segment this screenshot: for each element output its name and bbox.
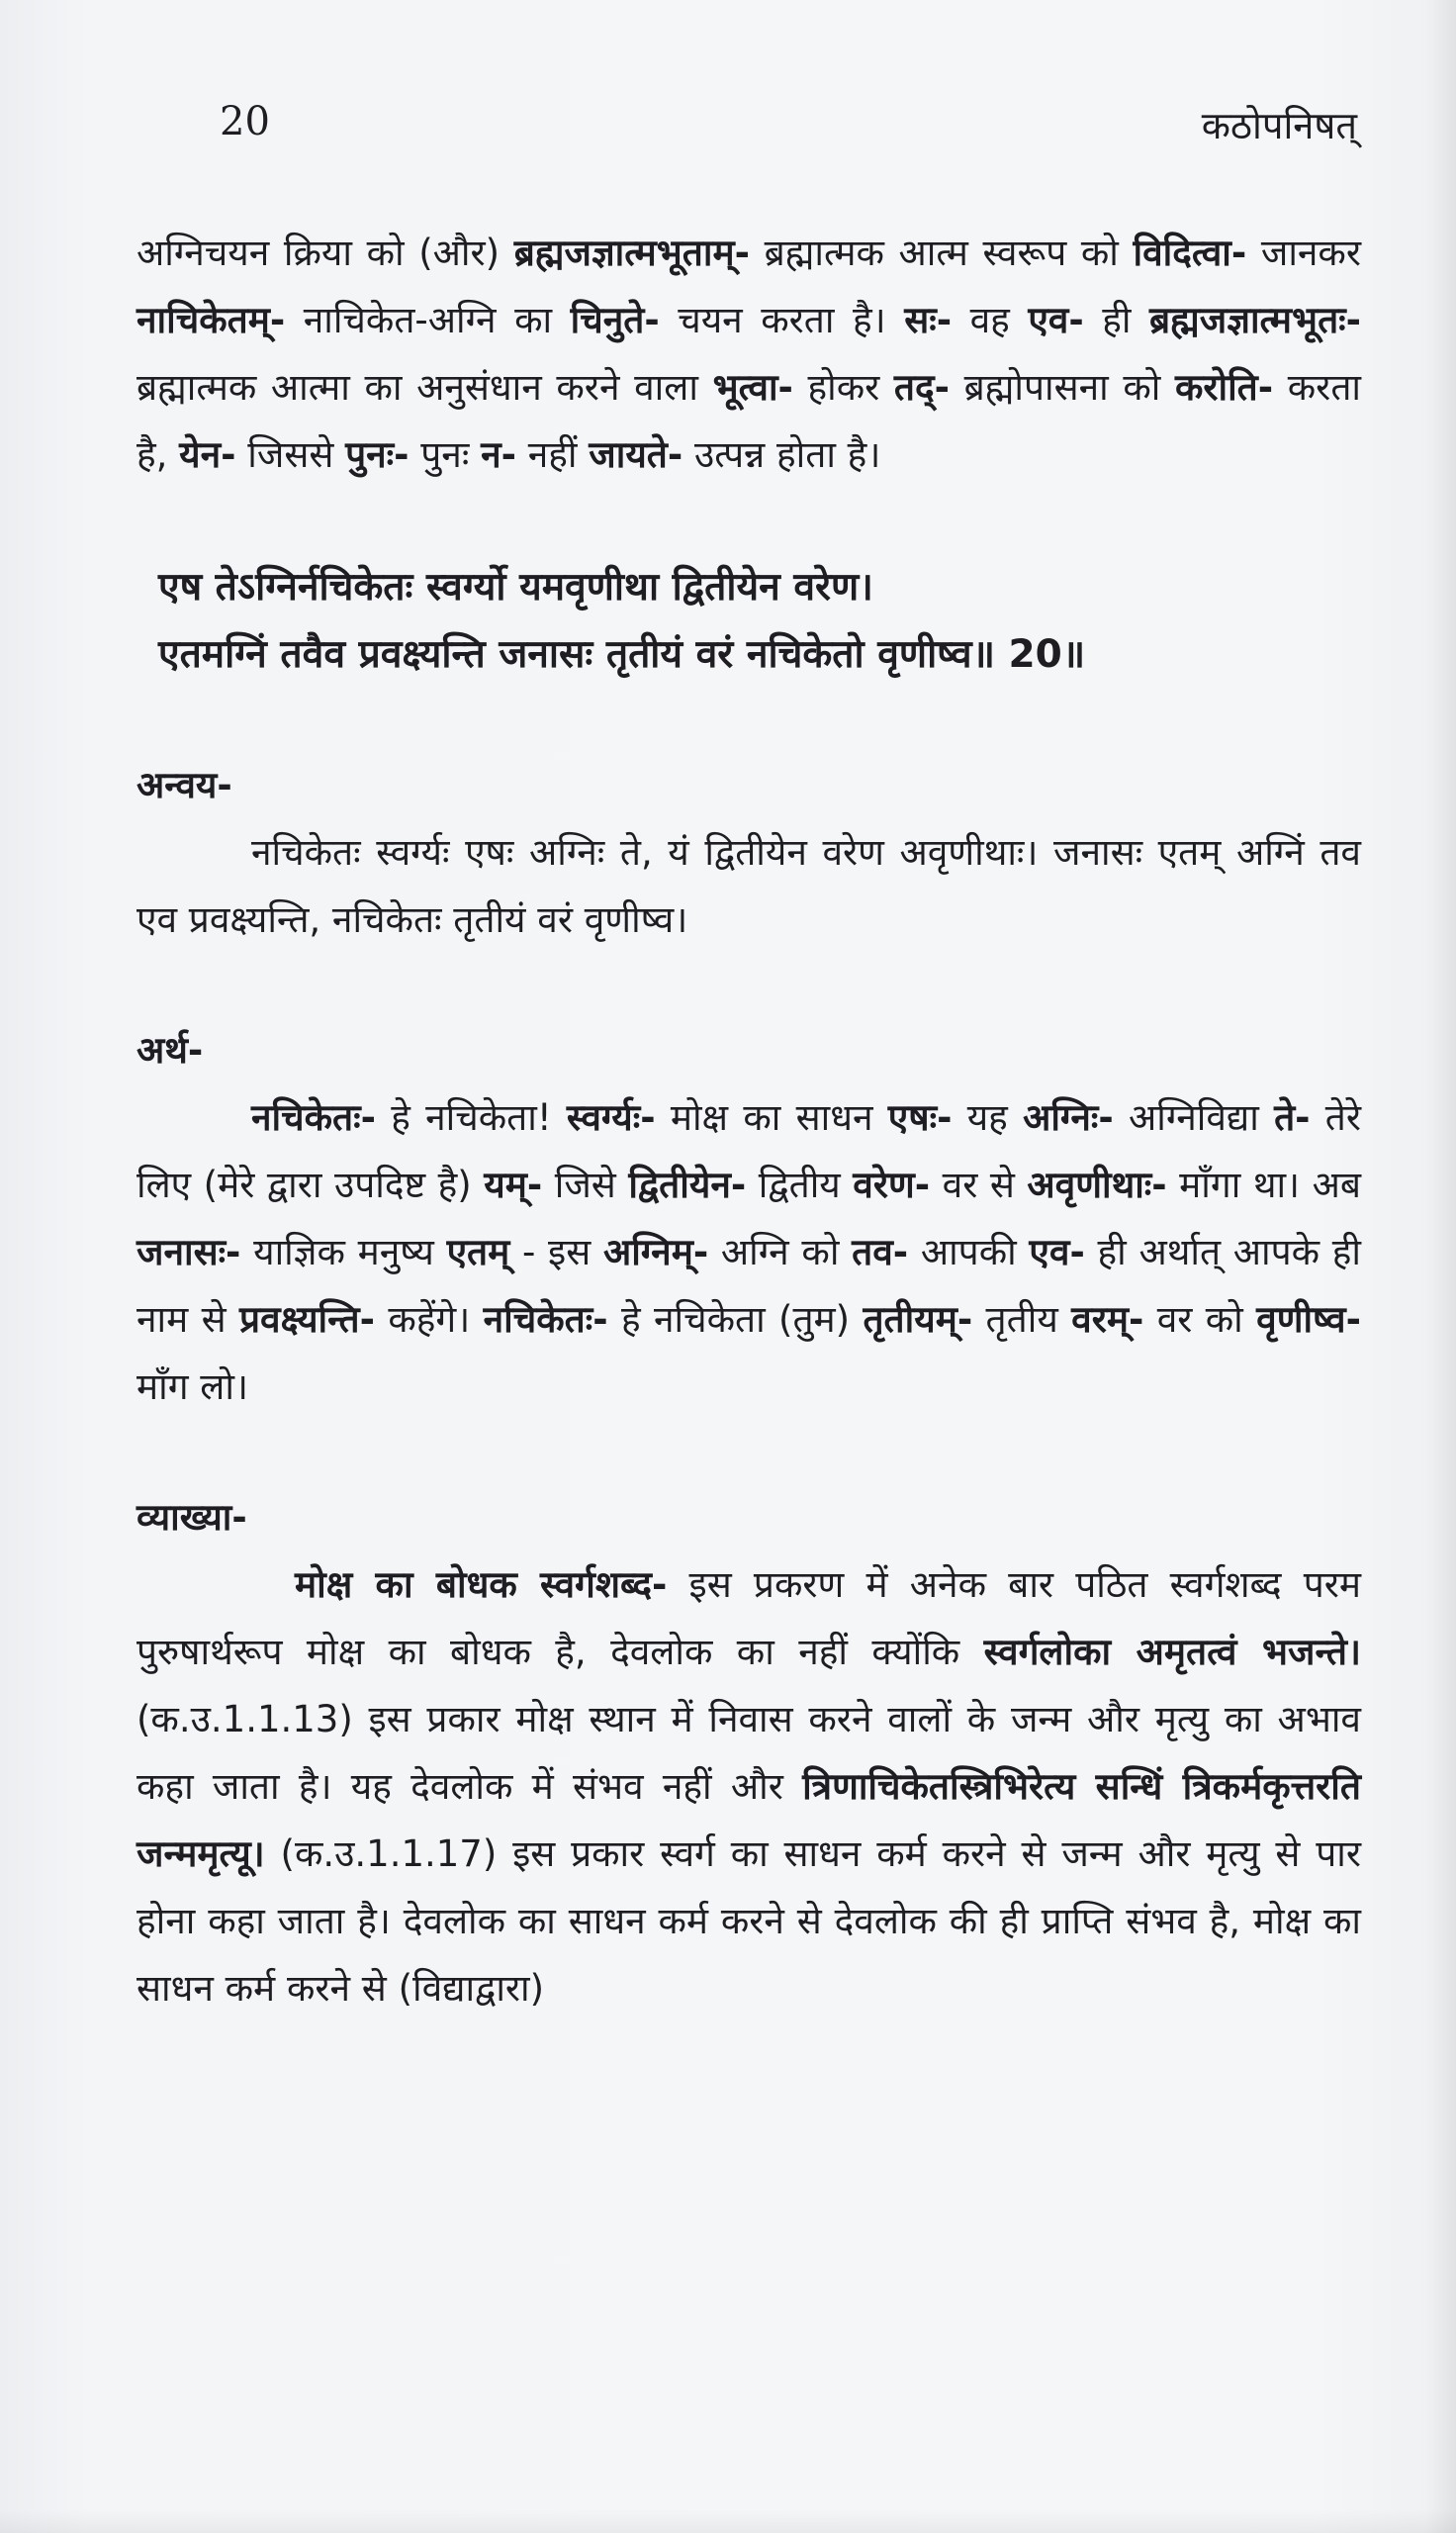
intro-term: ब्रह्मजज्ञात्मभूतः- xyxy=(1149,299,1361,341)
page-header xyxy=(220,99,1357,158)
running-title: कठोपनिषत् xyxy=(1201,104,1357,147)
intro-text: नाचिकेत-अग्नि का xyxy=(285,299,571,341)
artha-text: वर से xyxy=(930,1164,1028,1206)
artha-term: अग्निः- xyxy=(1023,1096,1114,1139)
artha-text: मोक्ष का साधन xyxy=(655,1096,888,1139)
artha-text: वर को xyxy=(1143,1298,1257,1341)
vyakhya-text: (क.उ.1.1.17) इस प्रकार स्वर्ग का साधन कर्म करने से जन्म और मृत्यु से पार होना कहा जाता है। देवलोक का साधन कर्म करने से देवलोक की ही प्राप्ति संभव है, मोक्ष का साधन कर्म करने से (विद्याद्वारा) xyxy=(136,1832,1361,2010)
artha-text: अग्नि को xyxy=(708,1231,853,1273)
intro-text: ब्रह्मात्मक आत्म स्वरूप को xyxy=(749,232,1134,274)
intro-text: नहीं xyxy=(515,433,590,476)
intro-term: येन- xyxy=(179,433,236,476)
anvaya-heading: अन्वय- xyxy=(136,764,232,806)
intro-text: अग्निचयन क्रिया को (और) xyxy=(136,232,514,274)
intro-text: पुनः xyxy=(409,433,482,476)
vyakhya-text: (क.उ.1.1.13) इस प्रकार मोक्ष स्थान में निवास करने वालों के जन्म और मृत्यु का अभाव कहा जाता है। यह देवलोक में संभव नहीं और xyxy=(136,1698,1361,1808)
vyakhya-quote: त्रिणाचिकेतस्त्रिभिरेत्य सन्धिं त्रिकर्मकृत्तरति जन्ममृत्यू। xyxy=(136,1765,1361,1875)
artha-text: आपकी xyxy=(908,1231,1030,1273)
artha-term: एषः- xyxy=(887,1096,953,1139)
artha-term: नचिकेतः- xyxy=(251,1096,376,1139)
page-bottom-shadow xyxy=(0,2509,1456,2533)
intro-text: करता है, xyxy=(136,366,1361,476)
artha-term: द्वितीयेन- xyxy=(628,1164,747,1206)
intro-term: एव- xyxy=(1028,299,1084,341)
intro-term: भूत्वा- xyxy=(712,366,793,409)
artha-term: ते- xyxy=(1274,1096,1311,1139)
intro-term: सः- xyxy=(904,299,953,341)
artha-term: यम्- xyxy=(484,1164,543,1206)
intro-term: जायते- xyxy=(589,433,683,476)
artha-term: तव- xyxy=(852,1231,909,1273)
intro-paragraph xyxy=(136,220,1361,489)
artha-text: हे नचिकेता (तुम) xyxy=(607,1298,864,1341)
artha-term: जनासः- xyxy=(136,1231,241,1273)
page-number: 20 xyxy=(220,99,270,144)
artha-text: तृतीय xyxy=(972,1298,1072,1341)
intro-term: करोति- xyxy=(1174,366,1274,409)
artha-term: अग्निम्- xyxy=(602,1231,709,1273)
intro-term: पुनः- xyxy=(345,433,410,476)
artha-term: वरेण- xyxy=(853,1164,931,1206)
intro-term: ब्रह्मजज्ञात्मभूताम्- xyxy=(513,232,750,274)
intro-term: तद्- xyxy=(893,366,951,409)
intro-text: जिससे xyxy=(235,433,346,476)
artha-term: एतम् xyxy=(446,1231,510,1273)
intro-text: वह xyxy=(952,299,1029,341)
artha-term: प्रवक्ष्यन्ति- xyxy=(238,1298,375,1341)
artha-text: कहेंगे। xyxy=(374,1298,484,1341)
artha-term: वृणीष्व- xyxy=(1256,1298,1361,1341)
artha-term: अवृणीथाः- xyxy=(1027,1164,1167,1206)
vyakhya-text: इस प्रकरण में अनेक बार पठित स्वर्गशब्द परम पुरुषार्थरूप मोक्ष का बोधक है, देवलोक का नहीं क्योंकि xyxy=(136,1563,1361,1673)
intro-text: ही xyxy=(1083,299,1150,341)
verse-line-2: एतमग्निं तवैव प्रवक्ष्यन्ति जनासः तृतीयं वरं नचिकेतो वृणीष्व॥ 20॥ xyxy=(158,632,1086,677)
intro-text: ब्रह्मोपासना को xyxy=(950,366,1175,409)
shloka-verse xyxy=(136,554,1361,689)
artha-text: तेरे लिए (मेरे द्वारा उपदिष्ट है) xyxy=(136,1096,1361,1206)
intro-term: चिनुते- xyxy=(570,299,660,341)
artha-text: ही अर्थात् आपके ही नाम से xyxy=(136,1231,1361,1341)
verse-line-1: एष तेऽग्निर्नचिकेतः स्वर्ग्यो यमवृणीथा द्वितीयेन वरेण। xyxy=(158,565,873,610)
intro-text: ब्रह्मात्मक आत्मा का अनुसंधान करने वाला xyxy=(136,366,713,409)
intro-term: न- xyxy=(481,433,516,476)
artha-text: द्वितीय xyxy=(746,1164,854,1206)
intro-term: विदित्वा- xyxy=(1133,232,1247,274)
artha-text: माँग लो। xyxy=(136,1365,248,1408)
artha-text: अग्निविद्या xyxy=(1113,1096,1275,1139)
intro-text: होकर xyxy=(792,366,894,409)
page-content xyxy=(136,220,1361,2022)
artha-term: नचिकेतः- xyxy=(483,1298,608,1341)
intro-text: उत्पन्न होता है। xyxy=(682,433,881,476)
vyakhya-heading: व्याख्या- xyxy=(136,1496,247,1539)
vyakhya-quote: स्वर्गलोका अमृतत्वं भजन्ते। xyxy=(983,1631,1361,1673)
artha-text: माँगा था। अब xyxy=(1166,1164,1361,1206)
anvaya-paragraph: नचिकेतः स्वर्ग्यः एषः अग्निः ते, यं द्वितीयेन वरेण अवृणीथाः। जनासः एतम् अग्निं तव एव प्रवक्ष्यन्ति, नचिकेतः तृतीयं वरं वृणीष्व। xyxy=(136,831,1361,941)
artha-text: जिसे xyxy=(542,1164,629,1206)
vyakhya-paragraph xyxy=(136,1551,1361,2022)
artha-paragraph xyxy=(136,1084,1361,1421)
artha-term: तृतीयम्- xyxy=(863,1298,973,1341)
page-edge-shadow xyxy=(1426,0,1456,2533)
artha-term: वरम्- xyxy=(1071,1298,1144,1341)
artha-text: हे नचिकेता! xyxy=(375,1096,567,1139)
artha-text: यह xyxy=(952,1096,1024,1139)
intro-text: चयन करता है। xyxy=(659,299,905,341)
artha-text: - इस xyxy=(509,1231,603,1273)
vyakhya-subheading: मोक्ष का बोधक स्वर्गशब्द- xyxy=(295,1563,668,1606)
artha-text: याज्ञिक मनुष्य xyxy=(240,1231,447,1273)
intro-text: जानकर xyxy=(1246,232,1361,274)
artha-term: एव- xyxy=(1029,1231,1085,1273)
intro-term: नाचिकेतम्- xyxy=(136,299,286,341)
artha-heading: अर्थ- xyxy=(136,1029,204,1072)
artha-term: स्वर्ग्यः- xyxy=(566,1096,656,1139)
